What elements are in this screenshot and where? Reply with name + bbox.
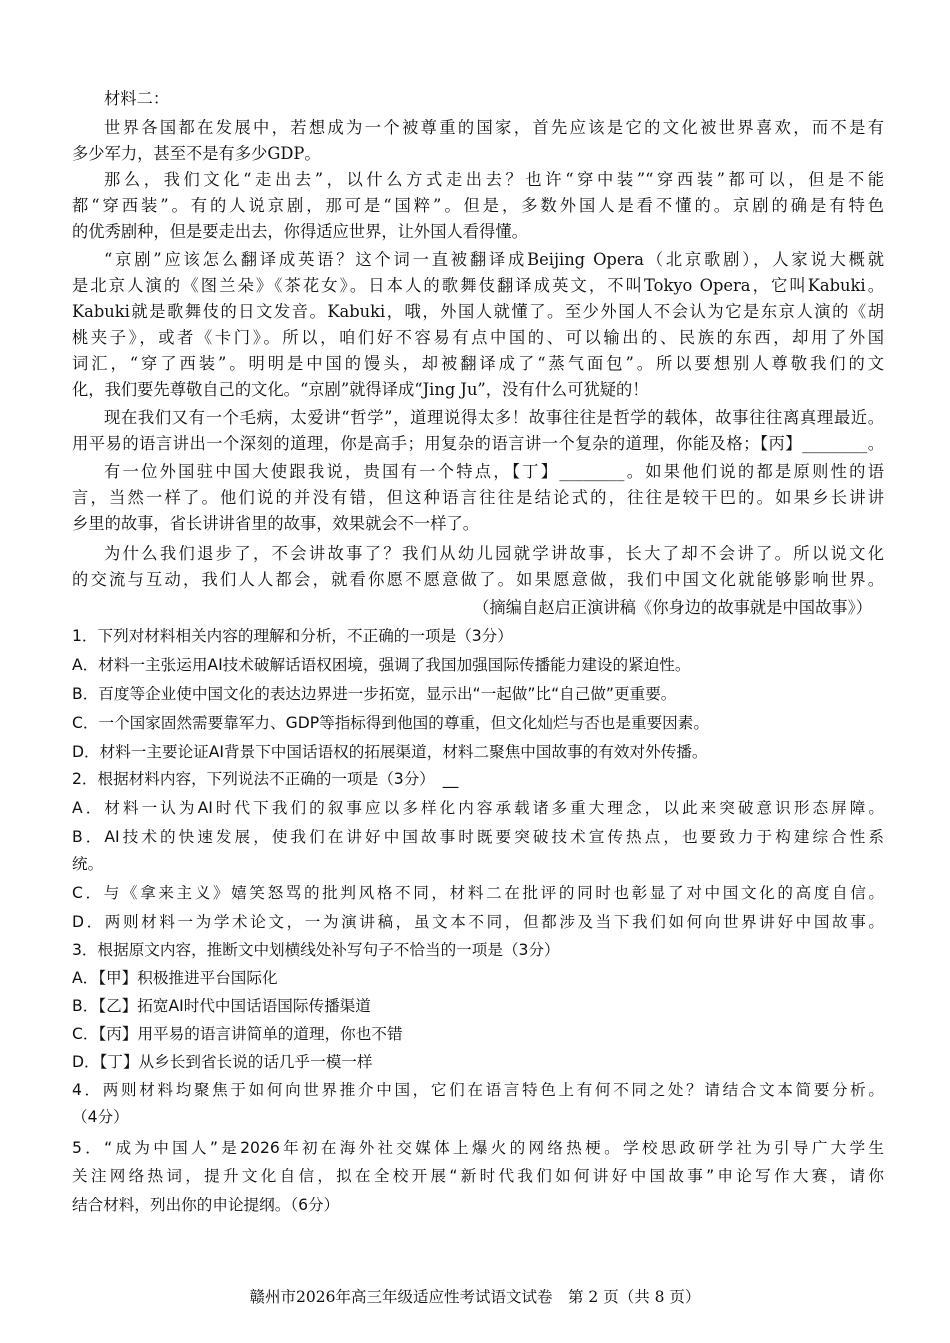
page-footer: 赣州市2026年高三年级适应性考试语文试卷 第 2 页（共 8 页） <box>249 1288 701 1306</box>
answer-option: 结合材料，列出你的申论提纲。（6分） <box>72 1196 340 1214</box>
paragraph-line: 是北京人演的《图兰朵》《茶花女》。日本人的歌舞伎翻译成英文，不叫Tokyo Opera，它叫Kabuki。 <box>72 276 884 295</box>
answer-option: D．两则材料一为学术论文，一为演讲稿，虽文本不同，但都涉及当下我们如何向世界讲好中国故事。 <box>72 913 884 931</box>
answer-option: B．【乙】拓宽AI时代中国话语国际传播渠道 <box>72 997 371 1015</box>
paragraph-line: 桃夹子》，或者《卡门》。所以，咱们好不容易有点中国的、可以输出的、民族的东西，却用了外国 <box>72 328 884 347</box>
paragraph-line: 有一位外国驻中国大使跟我说，贵国有一个特点，【丁】________。如果他们说的都是原则性的语 <box>104 462 884 481</box>
paragraph-line: 都“穿西装”。有的人说京剧，那可是“国粹”。但是，多数外国人是看不懂的。京剧的确是有特色 <box>72 196 884 215</box>
paragraph-line: 的交流与互动，我们人人都会，就看你愿不愿意做了。如果愿意做，我们中国文化就能够影响世界。 <box>72 570 884 589</box>
answer-option: （4分） <box>72 1108 129 1126</box>
question-stem: 4．两则材料均聚焦于如何向世界推介中国，它们在语言特色上有何不同之处？请结合文本简要分析。 <box>72 1081 884 1099</box>
paragraph-line: Kabuki就是歌舞伎的日文发音。Kabuki，哦，外国人就懂了。至少外国人不会认为它是东京人演的《胡 <box>72 302 884 321</box>
answer-option: 统。 <box>72 855 104 873</box>
answer-option: A．材料一主张运用AI技术破解话语权困境，强调了我国加强国际传播能力建设的紧迫性。 <box>72 656 691 674</box>
paragraph-line: 多少军力，甚至不是有多少GDP。 <box>72 144 321 163</box>
answer-option: C．与《拿来主义》嬉笑怒骂的批判风格不同，材料二在批评的同时也彰显了对中国文化的高度自信。 <box>72 884 884 902</box>
paragraph-line: 为什么我们退步了，不会讲故事了？我们从幼儿园就学讲故事，长大了却不会讲了。所以说文化 <box>104 544 884 563</box>
answer-option: D．【丁】从乡长到省长说的话几乎一模一样 <box>72 1053 373 1071</box>
source-citation: （摘编自赵启正演讲稿《你身边的故事就是中国故事》） <box>473 598 872 617</box>
question-stem: 1．下列对材料相关内容的理解和分析，不正确的一项是（3分） <box>72 627 513 645</box>
paragraph-line: “京剧”应该怎么翻译成英语？这个词一直被翻译成Beijing Opera（北京歌剧），人家说大概就 <box>104 250 884 269</box>
question-stem: 5．“成为中国人”是2026年初在海外社交媒体上爆火的网络热梗。学校思政研学社为引导广大学生 <box>72 1139 884 1157</box>
material-title: 材料二： <box>104 89 170 108</box>
paragraph-line: 用平易的语言讲出一个深刻的道理，你是高手；用复杂的语言讲一个复杂的道理，你能及格；【丙】________。 <box>72 434 884 453</box>
answer-option: D．材料一主要论证AI背景下中国话语权的拓展渠道，材料二聚焦中国故事的有效对外传播。 <box>72 743 708 761</box>
paragraph-line: 的优秀剧种，但是要走出去，你得适应世界，让外国人看得懂。 <box>72 222 528 241</box>
answer-option: A．材料一认为AI时代下我们的叙事应以多样化内容承载诸多重大理念，以此来突破意识形态屏障。 <box>72 799 884 817</box>
paragraph-line: 乡里的故事，省长讲讲省里的故事，效果就会不一样了。 <box>72 514 480 533</box>
paragraph-line: 言，当然一样了。他们说的并没有错，但这种语言往往是结论式的，往往是较干巴的。如果乡长讲讲 <box>72 488 884 507</box>
answer-option: B．百度等企业使中国文化的表达边界进一步拓宽，显示出“一起做”比“自己做”更重要。 <box>72 685 677 703</box>
paragraph-line: 世界各国都在发展中，若想成为一个被尊重的国家，首先应该是它的文化被世界喜欢，而不是有 <box>104 118 884 137</box>
answer-option: B．AI技术的快速发展，使我们在讲好中国故事时既要突破技术宣传热点，也要致力于构建综合性系 <box>72 828 884 846</box>
question-stem: 2．根据材料内容，下列说法不正确的一项是（3分） __ <box>72 770 459 788</box>
paragraph-line: 词汇，“穿了西装”。明明是中国的馒头，却被翻译成了“蒸气面包”。所以要想别人尊敬我们的文 <box>72 354 884 373</box>
answer-option: A．【甲】积极推进平台国际化 <box>72 969 278 987</box>
paragraph-line: 化，我们要先尊敬自己的文化。“京剧”就得译成“Jing Ju”，没有什么可犹疑的！ <box>72 380 649 399</box>
answer-option: C．一个国家固然需要靠军力、GDP等指标得到他国的尊重，但文化灿烂与否也是重要因素。 <box>72 714 709 732</box>
paragraph-line: 那么，我们文化“走出去”，以什么方式走出去？也许“穿中装”“穿西装”都可以，但是不能 <box>104 170 884 189</box>
question-stem: 3．根据原文内容，推断文中划横线处补写句子不恰当的一项是（3分） <box>72 941 560 959</box>
answer-option: C．【丙】用平易的语言讲简单的道理，你也不错 <box>72 1025 403 1043</box>
answer-option: 关注网络热词，提升文化自信，拟在全校开展“新时代我们如何讲好中国故事”申论写作大赛，请你 <box>72 1167 884 1185</box>
paragraph-line: 现在我们又有一个毛病，太爱讲“哲学”，道理说得太多！故事往往是哲学的载体，故事往往离真理最近。 <box>104 408 884 427</box>
